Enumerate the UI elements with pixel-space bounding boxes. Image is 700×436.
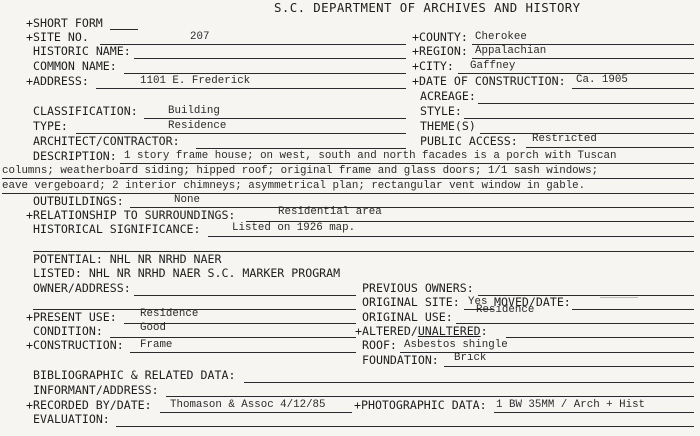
description-line-3: eave vergeboard; 2 interior chimneys; asymmetrical plan; rectangular vent window in gable. bbox=[2, 180, 586, 192]
construction-line bbox=[130, 352, 356, 353]
description-line-2: columns; weatherboard siding; hipped roof; original frame and glass doors; 1/1 sash windows; bbox=[2, 165, 599, 177]
present-use-value: Residence bbox=[140, 308, 199, 320]
type-value: Residence bbox=[168, 120, 227, 132]
description-rule-1 bbox=[120, 163, 694, 164]
condition-line bbox=[110, 337, 356, 338]
original-site-label: ORIGINAL SITE: bbox=[362, 295, 460, 309]
county-label: +COUNTY: bbox=[412, 30, 468, 44]
bibliographic-label: BIBLIOGRAPHIC & RELATED DATA: bbox=[33, 368, 236, 382]
altered-suffix: : bbox=[480, 324, 488, 338]
owner-address-line bbox=[134, 295, 356, 296]
outbuildings-label: OUTBUILDINGS: bbox=[33, 194, 124, 208]
owner-address-label: OWNER/ADDRESS: bbox=[33, 281, 131, 295]
listed-label: LISTED: NHL NR NRHD NAER S.C. MARKER PROGRAM bbox=[33, 266, 341, 280]
condition-value: Good bbox=[140, 322, 166, 334]
paper-speck bbox=[600, 297, 638, 298]
outbuildings-value: None bbox=[174, 194, 200, 206]
historical-significance-label: HISTORICAL SIGNIFICANCE: bbox=[33, 222, 201, 236]
architect-label: ARCHITECT/CONTRACTOR: bbox=[33, 134, 180, 148]
address-line bbox=[96, 88, 406, 89]
type-label: TYPE: bbox=[33, 119, 68, 133]
photographic-data-value: 1 BW 35MM / Arch + Hist bbox=[496, 399, 646, 411]
address-value: 1101 E. Frederick bbox=[140, 75, 251, 87]
classification-label: CLASSIFICATION: bbox=[33, 104, 138, 118]
photographic-data-label: +PHOTOGRAPHIC DATA: bbox=[354, 398, 487, 412]
address-label: +ADDRESS: bbox=[26, 74, 89, 88]
date-of-construction-label: +DATE OF CONSTRUCTION: bbox=[412, 74, 566, 88]
historic-name-line bbox=[134, 58, 406, 59]
unaltered-label: UNALTERED bbox=[417, 324, 481, 338]
date-of-construction-line bbox=[572, 88, 694, 89]
informant-label: INFORMANT/ADDRESS: bbox=[33, 383, 159, 397]
site-no-value: 207 bbox=[190, 31, 210, 43]
themes-label: THEME(S) bbox=[420, 119, 476, 133]
city-label: +CITY: bbox=[412, 59, 454, 73]
historic-name-label: HISTORIC NAME: bbox=[33, 44, 131, 58]
evaluation-line bbox=[116, 426, 694, 427]
roof-line bbox=[400, 352, 694, 353]
foundation-line bbox=[444, 366, 694, 367]
description-line-1: 1 story frame house; on west, south and north facades is a porch with Tuscan bbox=[124, 150, 617, 162]
roof-value: Asbestos shingle bbox=[404, 339, 508, 351]
historical-significance-value: Listed on 1926 map. bbox=[232, 222, 356, 234]
photographic-data-line bbox=[494, 412, 694, 413]
common-name-line bbox=[124, 73, 406, 74]
recorded-by-value: Thomason & Assoc 4/12/85 bbox=[170, 399, 326, 411]
public-access-label: PUBLIC ACCESS: bbox=[420, 134, 518, 148]
style-label: STYLE: bbox=[420, 104, 462, 118]
relationship-label: +RELATIONSHIP TO SURROUNDINGS: bbox=[26, 208, 236, 222]
agency-header: S.C. DEPARTMENT OF ARCHIVES AND HISTORY bbox=[274, 0, 581, 15]
region-value: Appalachian bbox=[475, 45, 547, 57]
original-use-value: Residence bbox=[476, 304, 535, 316]
common-name-label: COMMON NAME: bbox=[33, 59, 117, 73]
acreage-label: ACREAGE: bbox=[420, 89, 476, 103]
foundation-value: Brick bbox=[454, 352, 487, 364]
short-form-label: +SHORT FORM bbox=[26, 16, 103, 30]
condition-label: CONDITION: bbox=[33, 324, 103, 338]
description-rule-2 bbox=[2, 178, 694, 179]
acreage-line bbox=[478, 103, 694, 104]
construction-label: +CONSTRUCTION: bbox=[26, 338, 124, 352]
previous-owners-label: PREVIOUS OWNERS: bbox=[362, 281, 474, 295]
moved-date-label: MOVED/DATE: bbox=[494, 295, 571, 309]
public-access-value: Restricted bbox=[532, 133, 597, 145]
region-label: +REGION: bbox=[412, 44, 468, 58]
date-of-construction-value: Ca. 1905 bbox=[576, 74, 628, 86]
architect-line bbox=[196, 148, 406, 149]
description-label: DESCRIPTION: bbox=[33, 149, 117, 163]
short-form-line bbox=[110, 29, 138, 30]
historical-significance-line bbox=[208, 236, 694, 237]
construction-value: Frame bbox=[140, 339, 173, 351]
altered-line bbox=[506, 337, 694, 338]
recorded-by-line bbox=[160, 412, 352, 413]
foundation-label: FOUNDATION: bbox=[362, 353, 439, 367]
moved-date-line bbox=[572, 309, 694, 310]
site-no-line bbox=[100, 44, 406, 45]
public-access-line bbox=[526, 147, 694, 148]
county-value: Cherokee bbox=[475, 31, 527, 43]
potential-label: POTENTIAL: NHL NR NRHD NAER bbox=[33, 252, 222, 266]
informant-line bbox=[166, 396, 694, 397]
region-line bbox=[472, 58, 694, 59]
altered-label bbox=[355, 325, 488, 338]
classification-value: Building bbox=[168, 105, 220, 117]
city-value: Gaffney bbox=[470, 60, 516, 72]
style-line bbox=[464, 118, 694, 119]
present-use-label: +PRESENT USE: bbox=[26, 310, 117, 324]
relationship-value: Residential area bbox=[278, 206, 382, 218]
original-site-value: Yes bbox=[468, 296, 488, 308]
classification-line bbox=[144, 118, 406, 119]
evaluation-label: EVALUATION: bbox=[33, 412, 110, 426]
site-no-label: +SITE NO. bbox=[26, 30, 89, 44]
bibliographic-line bbox=[244, 382, 694, 383]
roof-label: ROOF: bbox=[362, 338, 397, 352]
original-use-label: ORIGINAL USE: bbox=[362, 310, 453, 324]
altered-prefix: +ALTERED/ bbox=[355, 324, 418, 338]
original-use-line bbox=[456, 323, 694, 324]
recorded-by-label: +RECORDED BY/DATE: bbox=[26, 398, 152, 412]
